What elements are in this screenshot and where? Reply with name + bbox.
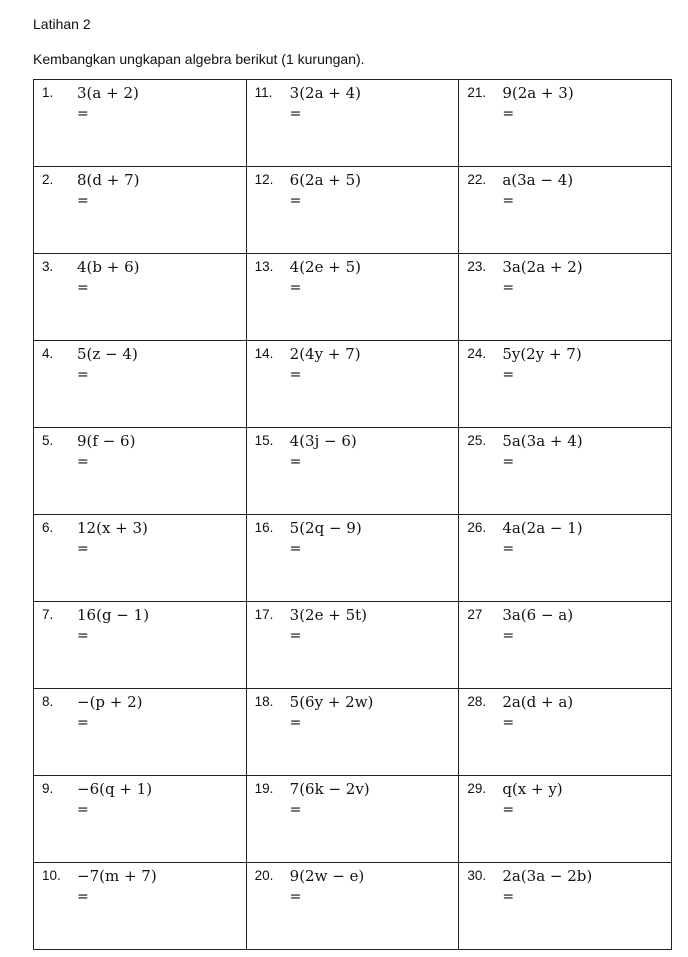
answer-equals-sign: = <box>77 715 89 731</box>
question-number: 26. <box>467 520 487 535</box>
table-row <box>34 602 672 689</box>
exercise-cell[interactable] <box>34 863 247 950</box>
algebra-expression: 4(b + 6) <box>77 258 140 276</box>
exercise-table-body <box>34 80 672 950</box>
question-number: 2. <box>42 172 54 187</box>
answer-equals-sign: = <box>289 802 302 818</box>
answer-equals-sign: = <box>77 280 89 296</box>
question-number: 5. <box>42 433 54 448</box>
exercise-cell[interactable] <box>459 863 672 950</box>
question-number: 18. <box>254 694 274 709</box>
algebra-expression: 3a(2a + 2) <box>502 258 583 276</box>
algebra-expression: 5(2q − 9) <box>289 519 362 537</box>
algebra-expression: 16(g − 1) <box>77 606 150 624</box>
algebra-expression: 9(2a + 3) <box>502 84 574 102</box>
exercise-cell[interactable] <box>34 167 247 254</box>
table-row <box>34 863 672 950</box>
question-number: 14. <box>254 346 274 361</box>
algebra-expression: 5y(2y + 7) <box>502 345 582 363</box>
answer-equals-sign: = <box>502 193 515 209</box>
algebra-expression: q(x + y) <box>502 780 563 798</box>
question-number: 29. <box>467 781 487 796</box>
algebra-expression: 2a(3a − 2b) <box>502 867 593 885</box>
question-number: 15. <box>254 433 274 448</box>
question-number: 21. <box>467 85 487 100</box>
question-number: 30. <box>467 868 487 883</box>
question-number: 28. <box>467 694 487 709</box>
exercise-cell[interactable] <box>459 167 672 254</box>
algebra-expression: −6(q + 1) <box>77 780 153 798</box>
exercise-cell[interactable] <box>246 602 459 689</box>
algebra-expression: 9(f − 6) <box>77 432 136 450</box>
worksheet-title: Latihan 2 <box>33 16 91 32</box>
algebra-expression: 4(2e + 5) <box>289 258 361 276</box>
question-number: 17. <box>254 607 274 622</box>
exercise-cell[interactable] <box>246 167 459 254</box>
algebra-expression: 3(2e + 5t) <box>289 606 367 624</box>
exercise-table <box>33 79 672 950</box>
exercise-cell[interactable] <box>34 341 247 428</box>
exercise-cell[interactable] <box>459 254 672 341</box>
algebra-expression: 12(x + 3) <box>77 519 148 537</box>
algebra-expression: 5a(3a + 4) <box>502 432 583 450</box>
question-number: 3. <box>42 259 54 274</box>
table-row <box>34 254 672 341</box>
algebra-expression: 2(4y + 7) <box>289 345 361 363</box>
algebra-expression: 6(2a + 5) <box>289 171 362 189</box>
exercise-cell[interactable] <box>459 80 672 167</box>
question-number: 8. <box>42 694 54 709</box>
question-number: 25. <box>467 433 487 448</box>
exercise-cell[interactable] <box>459 515 672 602</box>
question-number: 23. <box>467 259 487 274</box>
exercise-cell[interactable] <box>246 515 459 602</box>
answer-equals-sign: = <box>289 628 302 644</box>
question-number: 9. <box>42 781 54 796</box>
answer-equals-sign: = <box>502 454 515 470</box>
answer-equals-sign: = <box>502 802 515 818</box>
exercise-cell[interactable] <box>459 776 672 863</box>
algebra-expression: 3a(6 − a) <box>502 606 574 624</box>
algebra-expression: 3(2a + 4) <box>289 84 362 102</box>
algebra-expression: 4(3j − 6) <box>289 432 357 450</box>
question-number: 12. <box>254 172 274 187</box>
answer-equals-sign: = <box>289 454 302 470</box>
table-row <box>34 428 672 515</box>
algebra-expression: 5(z − 4) <box>77 345 138 363</box>
table-row <box>34 776 672 863</box>
exercise-cell[interactable] <box>246 341 459 428</box>
question-number: 1. <box>42 85 54 100</box>
answer-equals-sign: = <box>289 715 302 731</box>
algebra-expression: −7(m + 7) <box>77 867 157 885</box>
answer-equals-sign: = <box>77 889 89 905</box>
answer-equals-sign: = <box>77 106 89 122</box>
exercise-cell[interactable] <box>459 689 672 776</box>
table-row <box>34 341 672 428</box>
algebra-expression: a(3a − 4) <box>502 171 574 189</box>
question-number: 10. <box>42 868 61 883</box>
algebra-expression: 2a(d + a) <box>502 693 574 711</box>
table-row <box>34 515 672 602</box>
exercise-cell[interactable] <box>34 689 247 776</box>
algebra-expression: 3(a + 2) <box>77 84 139 102</box>
answer-equals-sign: = <box>502 715 515 731</box>
answer-equals-sign: = <box>77 802 89 818</box>
question-number: 24. <box>467 346 487 361</box>
answer-equals-sign: = <box>77 193 89 209</box>
exercise-cell[interactable] <box>246 428 459 515</box>
exercise-cell[interactable] <box>34 80 247 167</box>
table-row <box>34 167 672 254</box>
exercise-cell[interactable] <box>34 515 247 602</box>
question-number: 6. <box>42 520 54 535</box>
answer-equals-sign: = <box>77 541 89 557</box>
exercise-cell[interactable] <box>246 254 459 341</box>
exercise-cell[interactable] <box>246 80 459 167</box>
exercise-cell[interactable] <box>34 776 247 863</box>
answer-equals-sign: = <box>289 367 302 383</box>
question-number: 7. <box>42 607 54 622</box>
exercise-cell[interactable] <box>459 341 672 428</box>
question-number: 27 <box>467 607 483 622</box>
question-number: 13. <box>254 259 274 274</box>
algebra-expression: 8(d + 7) <box>77 171 140 189</box>
question-number: 19. <box>254 781 274 796</box>
question-number: 22. <box>467 172 487 187</box>
answer-equals-sign: = <box>77 454 89 470</box>
answer-equals-sign: = <box>77 367 89 383</box>
answer-equals-sign: = <box>289 541 302 557</box>
question-number: 4. <box>42 346 54 361</box>
answer-equals-sign: = <box>502 628 515 644</box>
question-number: 16. <box>254 520 274 535</box>
instruction-text: Kembangkan ungkapan algebra berikut (1 kurungan). <box>33 51 365 67</box>
exercise-cell[interactable] <box>246 776 459 863</box>
exercise-cell[interactable] <box>459 602 672 689</box>
algebra-expression: −(p + 2) <box>77 693 143 711</box>
answer-equals-sign: = <box>289 889 302 905</box>
answer-equals-sign: = <box>502 280 515 296</box>
question-number: 20. <box>254 868 274 883</box>
exercise-cell[interactable] <box>34 254 247 341</box>
table-row <box>34 80 672 167</box>
algebra-expression: 5(6y + 2w) <box>289 693 374 711</box>
exercise-cell[interactable] <box>246 863 459 950</box>
answer-equals-sign: = <box>502 106 515 122</box>
algebra-expression: 4a(2a − 1) <box>502 519 583 537</box>
answer-equals-sign: = <box>77 628 89 644</box>
exercise-cell[interactable] <box>459 428 672 515</box>
exercise-cell[interactable] <box>246 689 459 776</box>
table-row <box>34 689 672 776</box>
answer-equals-sign: = <box>289 106 302 122</box>
question-number: 11. <box>254 85 273 100</box>
answer-equals-sign: = <box>289 280 302 296</box>
answer-equals-sign: = <box>502 541 515 557</box>
exercise-cell[interactable] <box>34 428 247 515</box>
algebra-expression: 9(2w − e) <box>289 867 365 885</box>
answer-equals-sign: = <box>502 367 515 383</box>
algebra-expression: 7(6k − 2v) <box>289 780 370 798</box>
answer-equals-sign: = <box>289 193 302 209</box>
answer-equals-sign: = <box>502 889 515 905</box>
exercise-cell[interactable] <box>34 602 247 689</box>
